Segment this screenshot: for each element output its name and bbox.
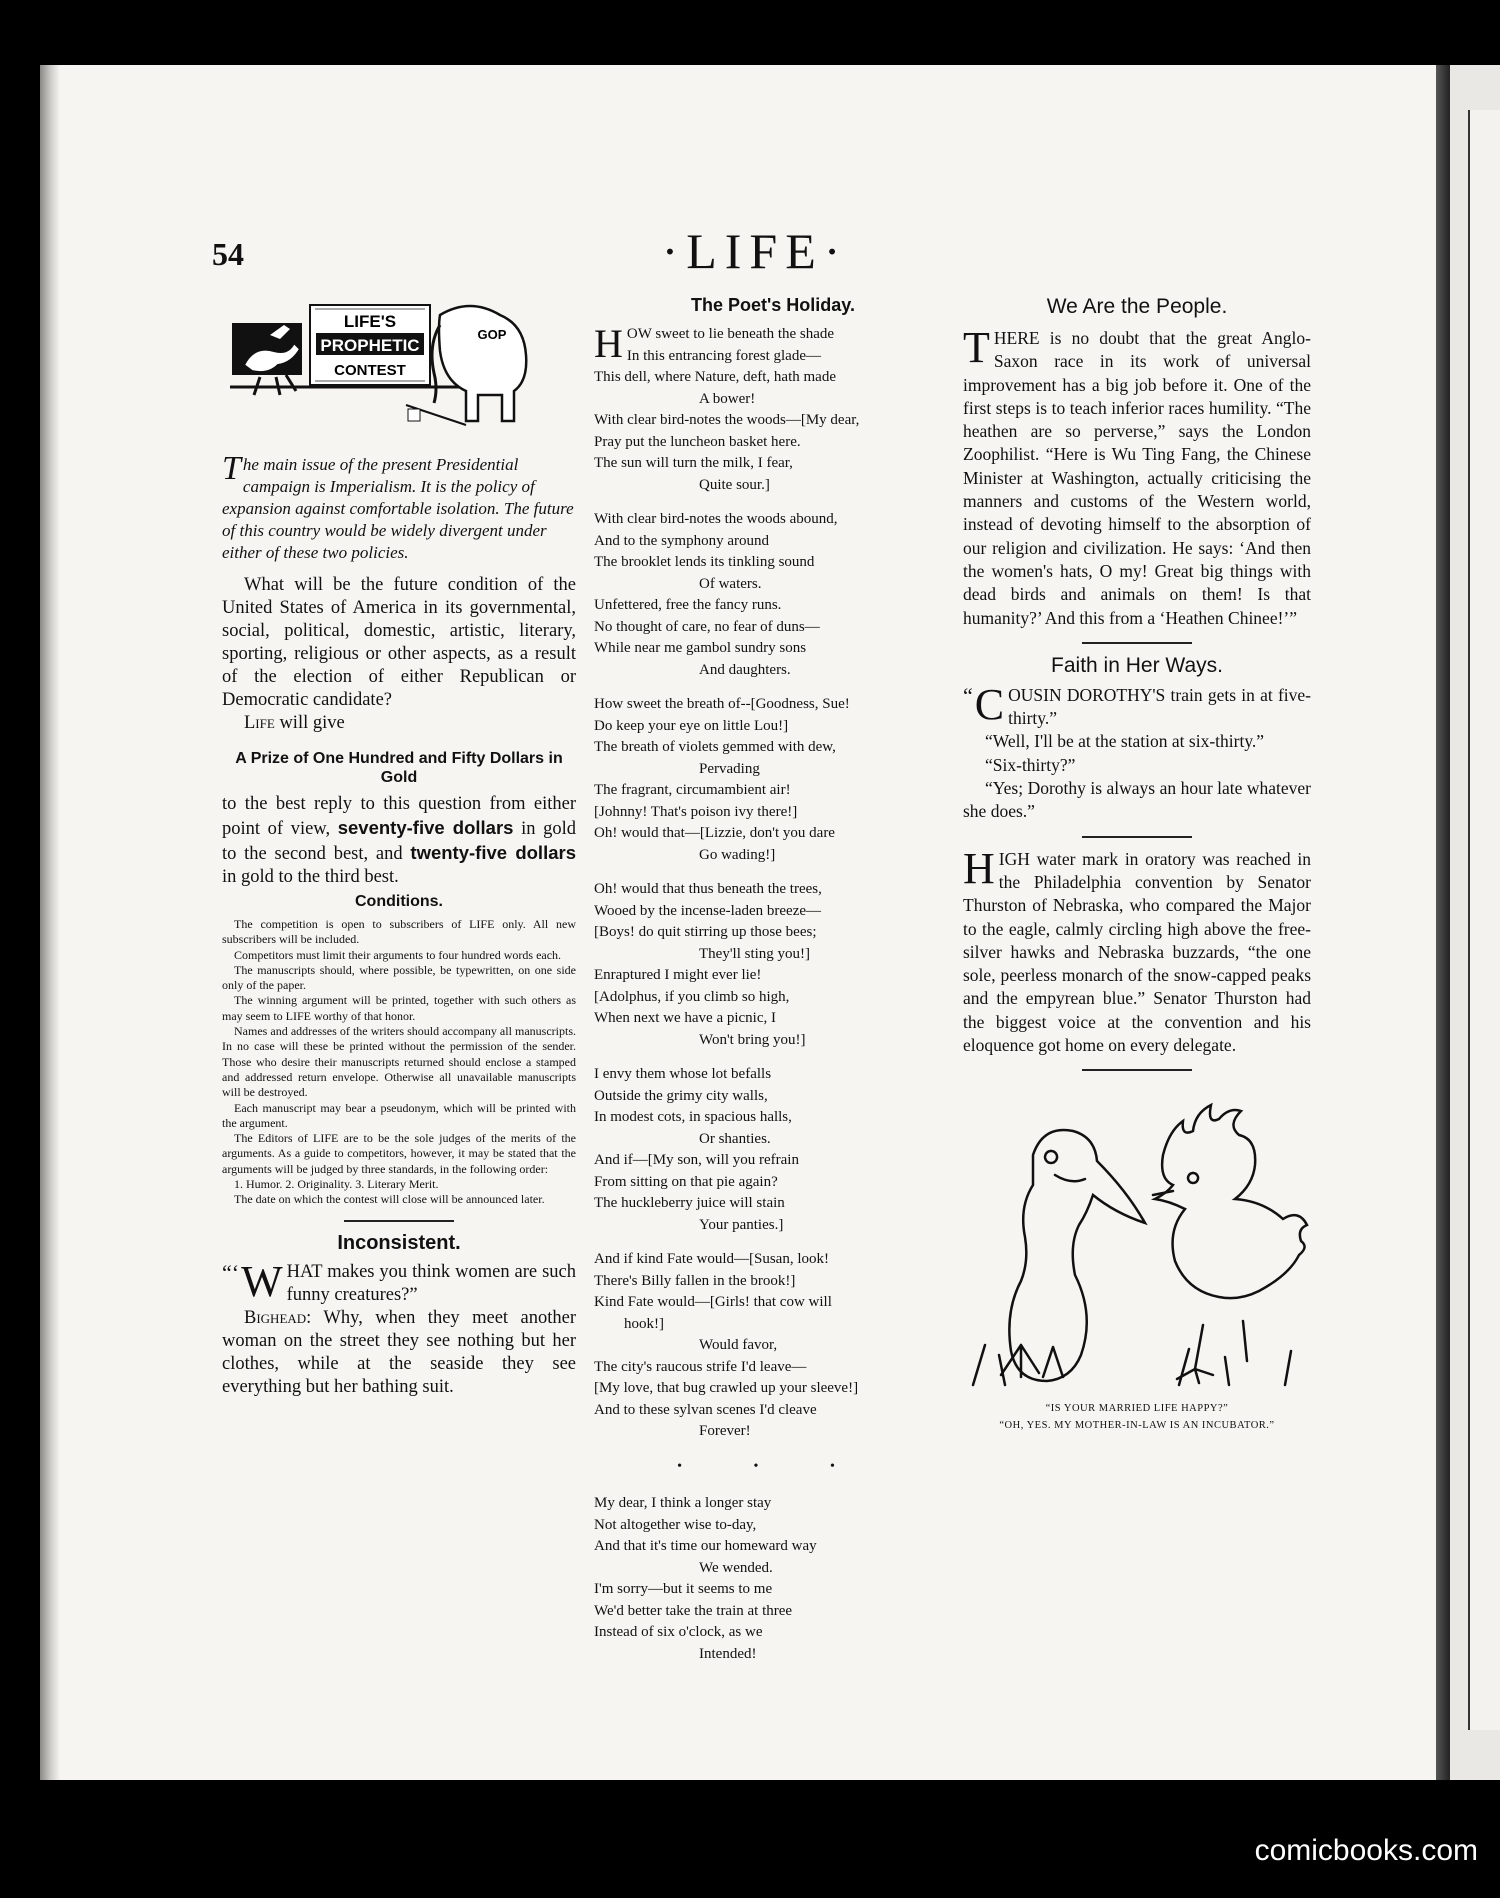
poem-line: When next we have a picnic, I	[594, 1010, 776, 1026]
people-text: HERE is no doubt that the great Anglo-Saxon race in its work of universal improvement has a big job before it. One of the first steps is to teach inferior races humility. “The heathen are so perverse,” says the London Zoophilist. “Here is Wu Ting Fang, the Chinese Minister at Washington, actually criticising the manners and customs of the Western world, instead of devoting himself to the absorption of our religion and civilization. He says: ‘And then the women's hats, O my! Great big things with dead birds and animals on them! Is that humanity?’ And this from a ‘Heathen Chinee!’”	[963, 328, 1311, 628]
condition-item: Competitors must limit their arguments to four hundred words each.	[234, 947, 562, 962]
reward-part-5: in gold to the third best.	[222, 867, 399, 887]
poem-line: Won't bring you!]	[699, 1031, 806, 1048]
poem-line: And to these sylvan scenes I'd cleave	[594, 1401, 817, 1418]
poem-line: hook!]	[624, 1315, 664, 1332]
stanza-separator-dots: • • •	[677, 1458, 869, 1474]
will-give-text: will give	[274, 713, 345, 733]
page-binding-shadow	[40, 65, 60, 1780]
poem-line: While near me gambol sundry sons	[594, 640, 807, 656]
poem-line: Pray put the luncheon basket here.	[594, 433, 801, 450]
people-initial: T	[963, 323, 990, 372]
poem-stanza	[594, 1064, 952, 1236]
condition-item: Names and addresses of the writers should accompany all manuscripts. In no case will these be printed without the permission of the sender. Those who desire their manuscripts returned should enclose a stamped and addressed return envelope. Otherwise all unavailable manuscripts will be destroyed.	[222, 1024, 576, 1100]
faith-line: “Yes; Dorothy is always an hour late whatever she does.”	[963, 778, 1311, 822]
section-divider	[1082, 1069, 1192, 1071]
contest-question: What will be the future condition of the United States of America in its governmental, social, political, domestic, artistic, literary, sporting, religious or other aspects, as a result of the election of either Republican or Democratic candidate?	[222, 575, 576, 710]
conditions-list	[222, 917, 576, 1208]
condition-item: The competition is open to subscribers of LIFE only. All new subscribers will be included.	[222, 917, 576, 947]
poem-line: The huckleberry juice will stain	[594, 1195, 785, 1211]
poem-line: There's Billy fallen in the brook!]	[594, 1272, 796, 1289]
poem-line: From sitting on that pie again?	[594, 1173, 778, 1190]
inconsistent-answer-text: : Why, when they meet another woman on the street they see nothing but her clothes, while at the seaside they see everything but her bathing suit.	[222, 1307, 576, 1397]
contest-intro	[222, 450, 576, 564]
faith-article	[963, 679, 1311, 824]
poem-line: Outside the grimy city walls,	[594, 1087, 768, 1104]
poem-line: Not altogether wise to-day,	[594, 1516, 757, 1533]
poem-line: Go wading!]	[699, 846, 776, 863]
poem-line: Would favor,	[699, 1337, 778, 1353]
poem-line: [Adolphus, if you climb so high,	[594, 988, 790, 1005]
page-edge	[1436, 65, 1450, 1780]
people-article	[963, 323, 1311, 630]
condition-item: The date on which the contest will close will be announced later.	[234, 1192, 545, 1207]
faith-open-quote: “	[963, 682, 973, 708]
banner-line-2: PROPHETIC	[320, 336, 420, 355]
poem-line: The fragrant, circumambient air!	[594, 782, 791, 798]
speaker-name: Bighead	[244, 1307, 307, 1328]
condition-item: The manuscripts should, where possible, be typewritten, on one side only of the paper.	[222, 962, 576, 993]
poem-line: This dell, where Nature, deft, hath made	[594, 369, 836, 385]
illustration-caption	[963, 1400, 1311, 1434]
site-watermark: comicbooks.com	[1254, 1834, 1478, 1867]
poem-line: With clear bird-notes the woods abound,	[594, 511, 838, 527]
poem-line: They'll sting you!]	[699, 945, 811, 962]
caption-line-2: “OH, YES. MY MOTHER-IN-LAW IS AN INCUBATOR.”	[999, 1420, 1275, 1432]
poem-stanza	[594, 879, 952, 1051]
reward-third: twenty-five dollars	[410, 842, 576, 863]
poem-title: The Poet's Holiday.	[691, 295, 855, 315]
open-quote: “‘	[222, 1259, 240, 1285]
conditions-heading: Conditions.	[355, 893, 443, 910]
poem-line: Of waters.	[699, 575, 762, 592]
poem-line: We'd better take the train at three	[594, 1602, 793, 1619]
faith-line: OUSIN DOROTHY'S train gets in at five-thirty.”	[1008, 684, 1311, 729]
poem-line: Quite sour.]	[699, 476, 770, 493]
intro-initial: T	[222, 450, 241, 487]
inconsistent-question-text: HAT makes you think women are such funny creatures?”	[286, 1261, 576, 1305]
masthead-title: ·LIFE·	[661, 223, 849, 279]
poem-line: And if kind Fate would—[Susan, look!	[594, 1251, 829, 1267]
column-poem	[594, 295, 952, 1678]
poem-body	[594, 321, 952, 1665]
poem-stanza	[594, 1249, 952, 1443]
banner-line-3: CONTEST	[334, 362, 406, 379]
poem-stanza	[594, 509, 952, 681]
column-contest	[222, 295, 576, 1399]
condition-item: The winning argument will be printed, together with such others as may seem to LIFE worthy of that honor.	[222, 993, 576, 1023]
poem-line: In this entrancing forest glade—	[626, 347, 821, 364]
poem-first-line-text: OW sweet to lie beneath the shade	[626, 326, 835, 342]
oratory-text: IGH water mark in oratory was reached in the Philadelphia convention by Senator Thurston of Nebraska, who compared the Major to the eagle, calmly circling high above the free-silver hawks and Nebraska buzzards, “the one sole, peerless monarch of the snow-capped peaks and the empyrean blue.” Senator Thurston had the biggest voice at the convention and his eloquence got home on every delegate.	[963, 848, 1311, 1056]
inconsistent-initial: W	[241, 1256, 283, 1306]
poem-line: I'm sorry—but it seems to me	[594, 1581, 773, 1597]
poem-line: And if—[My son, will you refrain	[594, 1152, 799, 1168]
poem-line: Forever!	[699, 1423, 751, 1439]
reward-part-1: to the best reply to this question from either point of view,	[222, 794, 576, 839]
poem-line: Or shanties.	[699, 1130, 771, 1147]
intro-text: he main issue of the present Presidential campaign is Imperialism. It is the policy of expansion against comfortable isolation. The future of this country would be widely divergent under either of these two policies.	[222, 455, 574, 562]
poem-initial: H	[594, 321, 623, 366]
reward-text	[222, 793, 576, 889]
poem-stanza	[594, 1493, 952, 1665]
faith-line: “Six-thirty?”	[985, 754, 1076, 775]
poem-line: The sun will turn the milk, I fear,	[594, 455, 793, 471]
poem-line: [Johnny! That's poison ivy there!]	[594, 803, 798, 820]
poem-line: Your panties.]	[699, 1216, 784, 1233]
poem-line: [Boys! do quit stirring up those bees;	[594, 924, 817, 940]
poem-line: Kind Fate would—[Girls! that cow will	[594, 1294, 832, 1310]
condition-item: Each manuscript may bear a pseudonym, which will be printed with the argument.	[222, 1100, 576, 1130]
reward-second: seventy-five dollars	[337, 817, 514, 838]
column-editorial	[963, 295, 1311, 1434]
poem-line: Oh! would that thus beneath the trees,	[594, 881, 822, 897]
poem-line: Pervading	[699, 760, 760, 777]
poem-line: And that it's time our homeward way	[594, 1538, 817, 1554]
banner-line-1: LIFE'S	[343, 312, 397, 331]
poem-line: Instead of six o'clock, as we	[594, 1624, 763, 1640]
poem-line: A bower!	[699, 390, 756, 407]
poem-stanza	[594, 694, 952, 866]
life-will-give	[222, 712, 576, 735]
inconsistent-answer	[222, 1307, 576, 1399]
poem-line: The brooklet lends its tinkling sound	[594, 554, 815, 570]
faith-initial: C	[974, 679, 1005, 729]
section-divider	[1082, 836, 1192, 838]
poem-line: [My love, that bug crawled up your sleeve!]	[594, 1380, 859, 1396]
poem-line: The city's raucous strife I'd leave—	[594, 1358, 807, 1375]
poem-stanza	[594, 346, 952, 497]
inconsistent-question	[222, 1256, 576, 1307]
poem-line: Intended!	[699, 1645, 757, 1662]
poem-line: My dear, I think a longer stay	[594, 1495, 772, 1511]
poem-line: In modest cots, in spacious halls,	[594, 1109, 792, 1125]
poem-line: I envy them whose lot befalls	[594, 1066, 772, 1082]
poem-line: With clear bird-notes the woods—[My dear,	[594, 412, 860, 428]
next-page-strip	[1468, 110, 1500, 1730]
faith-line: “Well, I'll be at the station at six-thirty.”	[985, 731, 1265, 752]
oratory-initial: H	[963, 843, 995, 893]
poem-line: How sweet the breath of--[Goodness, Sue!	[594, 696, 850, 712]
poem-line: Oh! would that—[Lizzie, don't you dare	[594, 825, 835, 841]
prize-heading: A Prize of One Hundred and Fifty Dollars in Gold	[235, 750, 563, 786]
section-divider	[344, 1220, 454, 1222]
faith-heading: Faith in Her Ways.	[1051, 653, 1223, 677]
poem-line: No thought of care, no fear of duns—	[594, 618, 820, 635]
poem-line: Enraptured I might ever lie!	[594, 967, 762, 983]
poem-line: The breath of violets gemmed with dew,	[594, 739, 836, 755]
reward-part-3: in gold to the second best, and	[222, 819, 577, 864]
page-number: 54	[212, 236, 244, 272]
condition-item: The Editors of LIFE are to be the sole judges of the merits of the arguments. As a guide to competitors, however, it may be stated that the arguments will be judged by three standards, in the following order:	[222, 1131, 576, 1176]
poem-line: Unfettered, free the fancy runs.	[594, 597, 782, 613]
section-divider	[1082, 642, 1192, 644]
poem-line: And daughters.	[699, 661, 791, 678]
poem-line: We wended.	[699, 1559, 773, 1576]
prophetic-contest-cartoon	[230, 295, 570, 435]
life-name: Life	[244, 713, 275, 733]
poem-line: And to the symphony around	[594, 532, 769, 549]
poem-line: Do keep your eye on little Lou!]	[594, 717, 789, 734]
people-heading: We Are the People.	[1046, 295, 1228, 318]
inconsistent-heading: Inconsistent.	[337, 1231, 461, 1254]
poem-line: Wooed by the incense-laden breeze—	[594, 902, 822, 919]
duck-and-chick-illustration	[963, 1095, 1311, 1395]
elephant-label: GOP	[477, 327, 507, 342]
caption-line-1: “IS YOUR MARRIED LIFE HAPPY?”	[1045, 1403, 1229, 1415]
condition-item: 1. Humor. 2. Originality. 3. Literary Merit.	[234, 1177, 439, 1192]
oratory-article	[963, 843, 1311, 1058]
